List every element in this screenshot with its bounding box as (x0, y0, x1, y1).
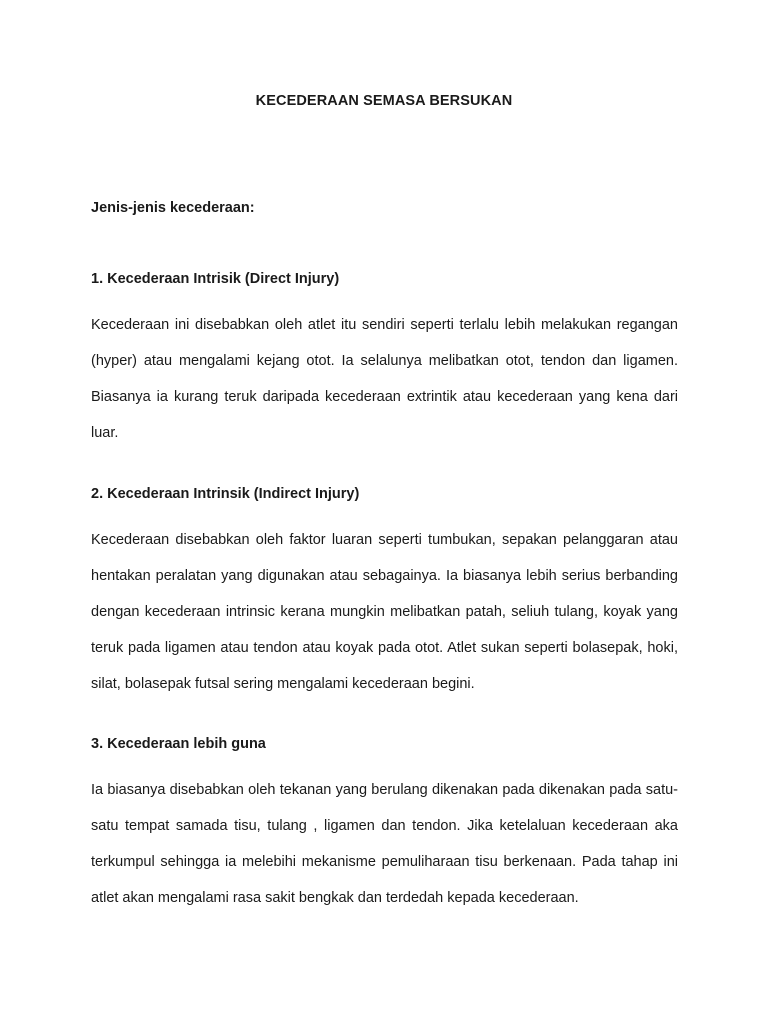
section-heading: 2. Kecederaan Intrinsik (Indirect Injury) (91, 486, 360, 502)
section-heading: 3. Kecederaan lebih guna (91, 736, 266, 752)
section-direct-injury (91, 269, 678, 451)
injury-types-subheading: Jenis-jenis kecederaan: (91, 200, 255, 216)
section-overuse-injury (91, 734, 678, 916)
section-indirect-injury (91, 484, 678, 702)
section-paragraph: Kecederaan disebabkan oleh faktor luaran seperti tumbukan, sepakan pelanggaran atau hentakan peralatan yang digunakan atau sebagainya. Ia biasanya lebih serius berbanding dengan kecederaan intrinsic kerana mungkin melibatkan patah, seliuh tulang, koyak yang teruk pada ligamen atau tendon atau koyak pada otot. Atlet sukan seperti bolasepak, hoki, silat, bolasepak futsal sering mengalami kecederaan begini. (91, 532, 678, 692)
section-heading: 1. Kecederaan Intrisik (Direct Injury) (91, 271, 340, 287)
document-title: KECEDERAAN SEMASA BERSUKAN (255, 93, 513, 109)
section-paragraph: Ia biasanya disebabkan oleh tekanan yang berulang dikenakan pada dikenakan pada satu-satu tempat samada tisu, tulang , ligamen dan tendon. Jika ketelaluan kecederaan aka terkumpul sehingga ia melebihi mekanisme pemuliharaan tisu berkenaan. Pada tahap ini atlet akan mengalami rasa sakit bengkak dan terdedah kepada kecederaan. (91, 782, 678, 906)
section-paragraph: Kecederaan ini disebabkan oleh atlet itu sendiri seperti terlalu lebih melakukan regangan (hyper) atau mengalami kejang otot. Ia selalunya melibatkan otot, tendon dan ligamen. Biasanya ia kurang teruk daripada kecederaan extrintik atau kecederaan yang kena dari luar. (91, 317, 678, 441)
